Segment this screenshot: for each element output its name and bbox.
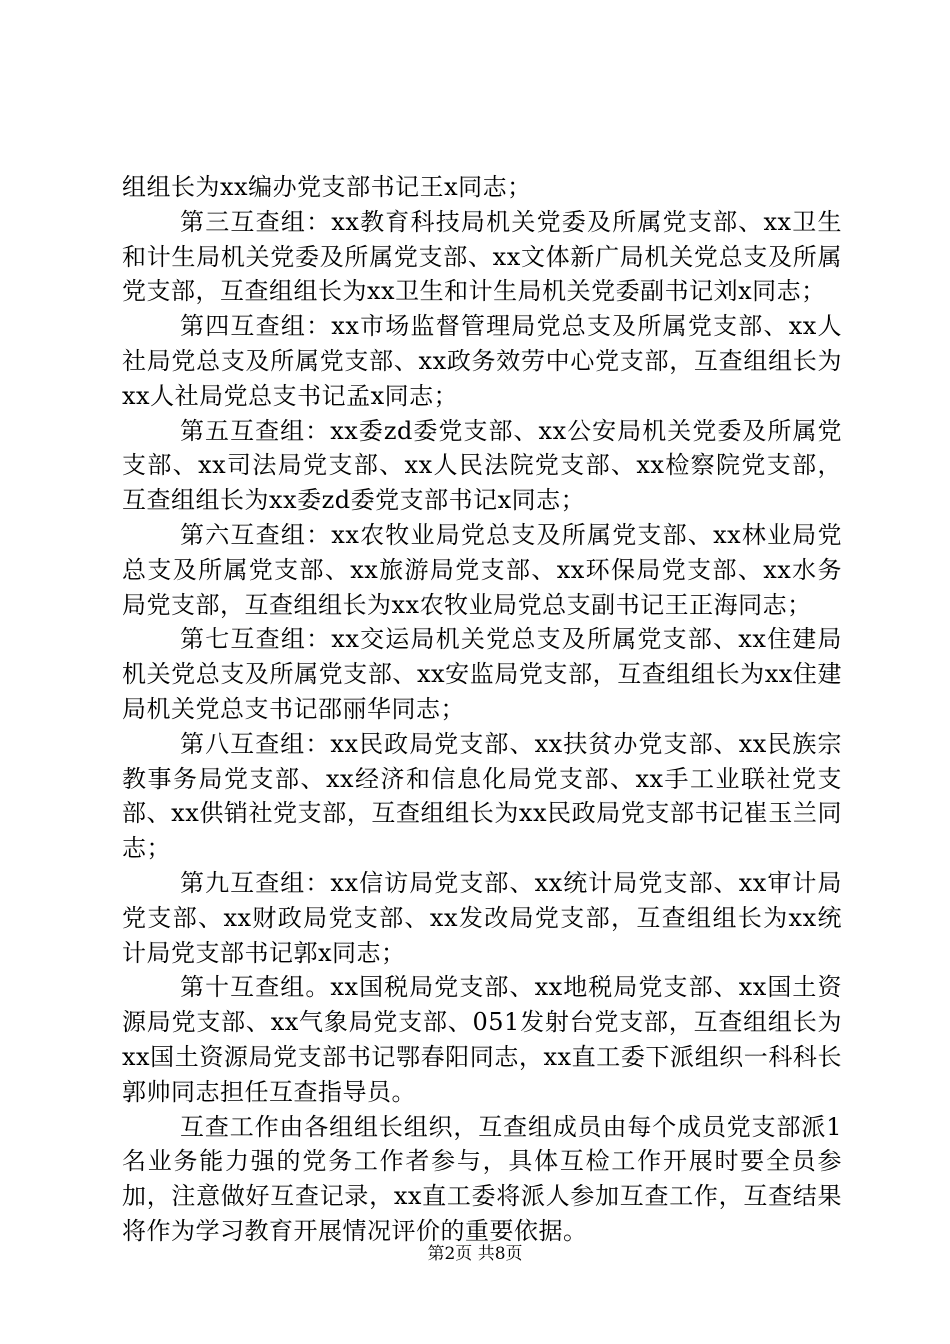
paragraph-group-8: 第八互查组：xx民政局党支部、xx扶贫办党支部、xx民族宗教事务局党支部、xx经济和信息化局党支部、xx手工业联社党支部、xx供销社党支部，互查组组长为xx民政局党支部书记崔玉兰同志； <box>122 729 842 863</box>
paragraph-work-arrangement: 互查工作由各组组长组织，互查组成员由每个成员党支部派1名业务能力强的党务工作者参与，具体互检工作开展时要全员参加，注意做好互查记录，xx直工委将派人参加互查工作，互查结果将作为学习教育开展情况评价的重要依据。 <box>122 1112 842 1245</box>
paragraph-group-3: 第三互查组：xx教育科技局机关党委及所属党支部、xx卫生和计生局机关党委及所属党支部、xx文体新广局机关党总支及所属党支部，互查组组长为xx卫生和计生局机关党委副书记刘x同志； <box>122 207 842 306</box>
paragraph-group-5: 第五互查组：xx委zd委党支部、xx公安局机关党委及所属党支部、xx司法局党支部、xx人民法院党支部、xx检察院党支部，互查组组长为xx委zd委党支部书记x同志； <box>122 416 842 515</box>
paragraph-group-7: 第七互查组：xx交运局机关党总支及所属党支部、xx住建局机关党总支及所属党支部、xx安监局党支部，互查组组长为xx住建局机关党总支书记邵丽华同志； <box>122 625 842 723</box>
paragraph-group-4: 第四互查组：xx市场监督管理局党总支及所属党支部、xx人社局党总支及所属党支部、xx政务效劳中心党支部，互查组组长为xx人社局党总支书记孟x同志； <box>122 312 842 410</box>
paragraph-continuation: 组组长为xx编办党支部书记王x同志； <box>122 173 532 201</box>
page-number-footer: 第2页 共8页 <box>427 1244 523 1264</box>
paragraph-group-10: 第十互查组。xx国税局党支部、xx地税局党支部、xx国土资源局党支部、xx气象局党支部、051发射台党支部，互查组组长为xx国土资源局党支部书记鄂春阳同志，xx直工委下派组织一科科长郭帅同志担任互查指导员。 <box>122 973 842 1106</box>
paragraph-group-9: 第九互查组：xx信访局党支部、xx统计局党支部、xx审计局党支部、xx财政局党支部、xx发改局党支部，互查组组长为xx统计局党支部书记郭x同志； <box>122 868 842 967</box>
paragraph-group-6: 第六互查组：xx农牧业局党总支及所属党支部、xx林业局党总支及所属党支部、xx旅游局党支部、xx环保局党支部、xx水务局党支部，互查组组长为xx农牧业局党总支副书记王正海同志； <box>122 520 842 619</box>
document-body <box>122 170 842 1249</box>
